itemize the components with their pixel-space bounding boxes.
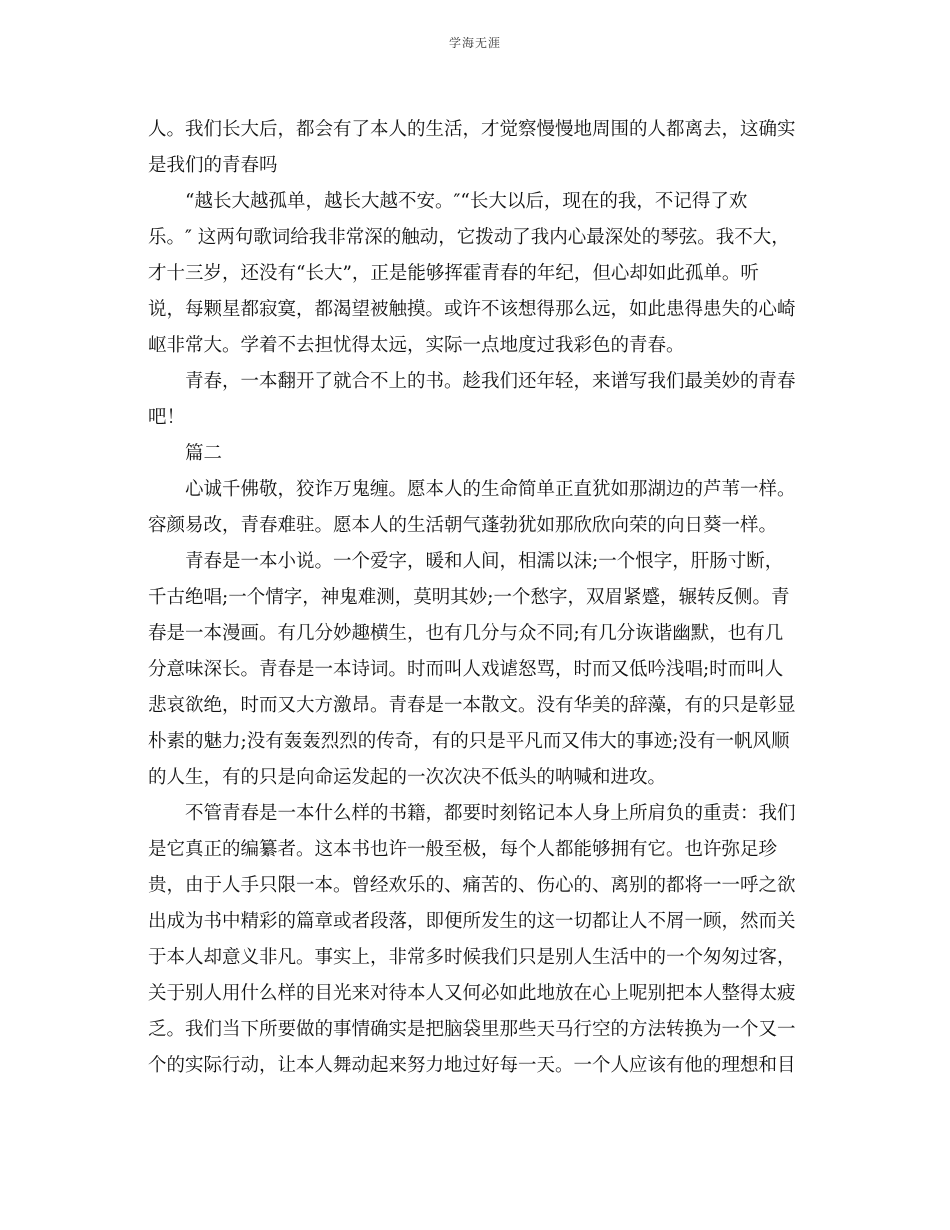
text-line: 才十三岁，还没有“长大”，正是能够挥霍青春的年纪，但心却如此孤单。听 xyxy=(148,263,759,284)
text-line: 的人生，有的只是向命运发起的一次次决不低头的呐喊和进攻。 xyxy=(148,767,667,788)
document-body xyxy=(148,112,806,1084)
text-line: 乏。我们当下所要做的事情确实是把脑袋里那些天马行空的方法转换为一个又一 xyxy=(148,1019,796,1040)
text-line: 贵，由于人手只限一本。曾经欢乐的、痛苦的、伤心的、离别的都将一一呼之欲 xyxy=(148,875,796,896)
text-line: 容颜易改，青春难驻。愿本人的生活朝气蓬勃犹如那欣欣向荣的向日葵一样。 xyxy=(148,515,778,536)
text-line: 悲哀欲绝，时而又大方激昂。青春是一本散文。没有华美的辞藻，有的只是彰显 xyxy=(148,695,796,716)
text-line: 关于别人用什么样的目光来对待本人又何必如此地放在心上呢别把本人整得太疲 xyxy=(148,983,796,1004)
section-heading: 篇二 xyxy=(185,443,223,464)
text-line: 出成为书中精彩的篇章或者段落，即便所发生的这一切都让人不屑一顾，然而关 xyxy=(148,911,796,932)
text-line: 不管青春是一本什么样的书籍，都要时刻铭记本人身上所肩负的重责：我们 xyxy=(185,803,796,824)
text-line: 乐。″ 这两句歌词给我非常深的触动，它拨动了我内心最深处的琴弦。我不大， xyxy=(148,227,790,248)
text-line: 青春，一本翻开了就合不上的书。趁我们还年轻，来谱写我们最美妙的青春 xyxy=(185,371,796,392)
text-line: 朴素的魅力;没有轰轰烈烈的传奇，有的只是平凡而又伟大的事迹;没有一帆风顺 xyxy=(148,731,790,752)
text-line: 心诚千佛敬，狡诈万鬼缠。愿本人的生命简单正直犹如那湖边的芦苇一样。 xyxy=(185,479,796,500)
text-line: 岖非常大。学着不去担忧得太远，实际一点地度过我彩色的青春。 xyxy=(148,335,685,356)
text-line: 春是一本漫画。有几分妙趣横生，也有几分与众不同;有几分诙谐幽默，也有几 xyxy=(148,623,784,644)
text-line: 青春是一本小说。一个爱字，暖和人间，相濡以沫;一个恨字，肝肠寸断， xyxy=(185,551,784,572)
text-line: 个的实际行动，让本人舞动起来努力地过好每一天。一个人应该有他的理想和目 xyxy=(148,1055,796,1076)
text-line: 分意味深长。青春是一本诗词。时而叫人戏谑怒骂，时而又低吟浅唱;时而叫人 xyxy=(148,659,784,680)
text-line: 人。我们长大后，都会有了本人的生活，才觉察慢慢地周围的人都离去，这确实 xyxy=(148,119,796,140)
text-line: 于本人却意义非凡。事实上，非常多时候我们只是别人生活中的一个匆匆过客， xyxy=(148,947,796,968)
text-line: 说，每颗星都寂寞，都渴望被触摸。或许不该想得那么远，如此患得患失的心崎 xyxy=(148,299,796,320)
text-line: 吧！ xyxy=(148,407,186,428)
page-header: 学海无涯 xyxy=(448,36,501,50)
text-line: 是我们的青春吗 xyxy=(148,155,278,176)
text-line: 千古绝唱;一个情字，神鬼难测，莫明其妙;一个愁字，双眉紧蹙，辗转反侧。青 xyxy=(148,587,790,608)
text-line: 是它真正的编纂者。这本书也许一般至极，每个人都能够拥有它。也许弥足珍 xyxy=(148,839,778,860)
text-line: “越长大越孤单，越长大越不安。″“长大以后，现在的我，不记得了欢 xyxy=(185,191,748,212)
